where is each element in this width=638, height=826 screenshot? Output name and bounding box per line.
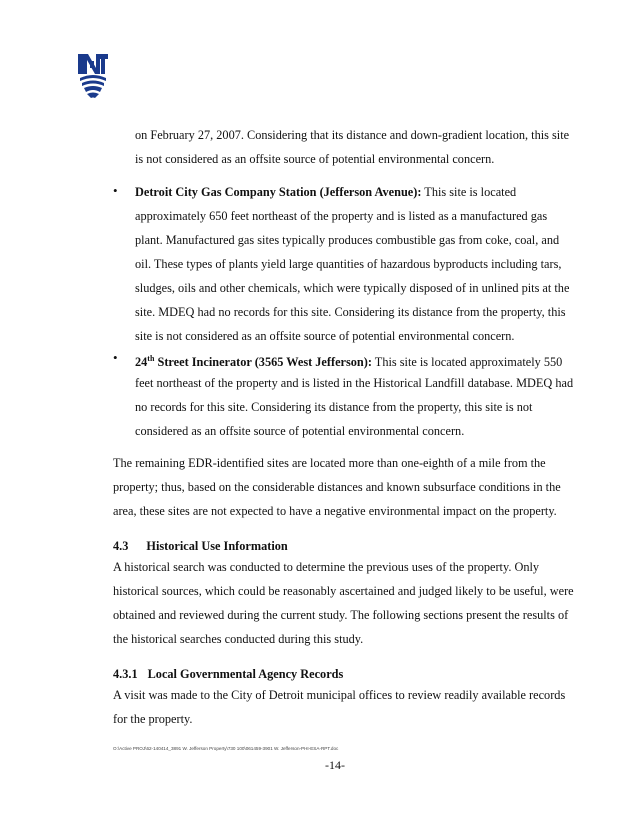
bullet-1-first-line xyxy=(135,180,516,204)
body-text-line: for the property. xyxy=(113,712,193,726)
bullet: • xyxy=(113,350,118,365)
body-text-line: is not considered as an offsite source of potential environmental concern. xyxy=(135,152,495,166)
body-text-line: the historical searches conducted during this study. xyxy=(113,632,364,646)
body-text-line: sludges, oils and other chemicals, which were typically disposed of in unlined pits at the xyxy=(135,281,570,295)
body-text-line: property; thus, based on the considerable distances and known subsurface conditions in the xyxy=(113,480,561,494)
section-title: Local Governmental Agency Records xyxy=(147,667,344,681)
body-text-line: oil. These types of plants yield large quantities of hazardous byproducts including tars, xyxy=(135,257,562,271)
body-text-line: approximately 650 feet northeast of the property and is listed as a manufactured gas xyxy=(135,209,548,223)
body-text-line: feet northeast of the property and is listed in the Historical Landfill database. MDEQ had xyxy=(135,376,574,390)
body-text-line: The remaining EDR-identified sites are located more than one-eighth of a mile from the xyxy=(113,456,546,470)
bullet-1-heading: Detroit City Gas Company Station (Jefferson Avenue): xyxy=(135,185,422,199)
body-text-line: historical sources, which could be reasonably ascertained and judged likely to be useful, were xyxy=(113,584,574,598)
body-text-line: obtained and reviewed during the current study. The following sections present the results of xyxy=(113,608,569,622)
body-text-line: site. MDEQ had no records for this site. Considering its distance from the property, this xyxy=(135,305,566,319)
page-number: -14- xyxy=(325,758,345,772)
body-text-line: A historical search was conducted to determine the previous uses of the property. Only xyxy=(113,560,540,574)
company-logo xyxy=(76,52,110,100)
body-text-line: site is not considered as an offsite source of potential environmental concern. xyxy=(135,329,515,343)
bullet-2-text: This site is located approximately 550 xyxy=(371,355,563,370)
body-text-line: no records for this site. Considering its distance from the property, this site is not xyxy=(135,400,533,414)
bullet-2-heading: 24th Street Incinerator (3565 West Jefferson): xyxy=(135,354,372,370)
body-text-line: A visit was made to the City of Detroit municipal offices to review readily available records xyxy=(113,688,566,702)
body-text-line: on February 27, 2007. Considering that its distance and down-gradient location, this site xyxy=(135,128,570,142)
section-number: 4.3 xyxy=(113,539,129,553)
bullet-1-text: This site is located xyxy=(421,185,517,199)
section-number: 4.3.1 xyxy=(113,667,138,681)
page-number-row xyxy=(0,758,638,773)
body-text-line: considered as an offsite source of potential environmental concern. xyxy=(135,424,465,438)
bullet: • xyxy=(113,183,118,198)
section-title: Historical Use Information xyxy=(146,539,288,553)
body-text-line: plant. Manufactured gas sites typically produces combustible gas from coke, coal, and xyxy=(135,233,560,247)
body-text-line: area, these sites are not expected to have a negative environmental impact on the property. xyxy=(113,504,557,518)
footer-file-path: O:\Active PROJ\62-140414_3891 W. Jefferson Property\730 100\061459-3901 W. Jefferson-PHI-ESA-RPT.doc xyxy=(113,746,339,751)
